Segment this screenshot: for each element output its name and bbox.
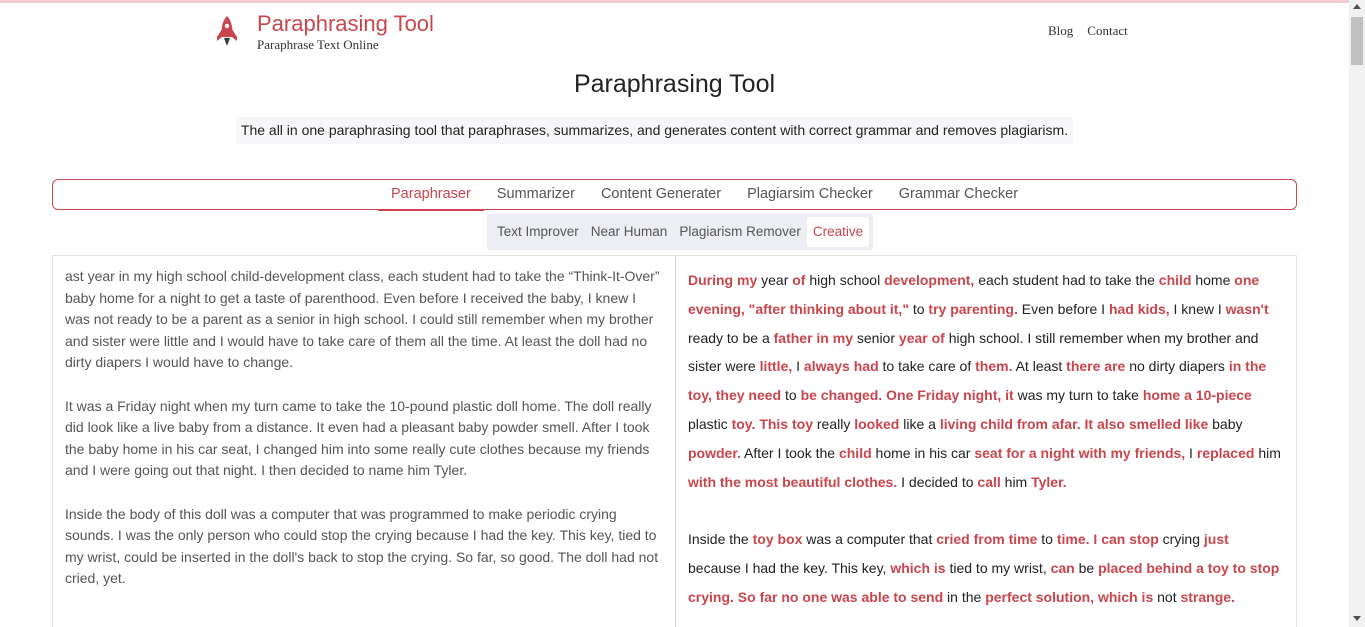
mode-tab-bar bbox=[487, 214, 873, 250]
brand-title[interactable]: Paraphrasing Tool bbox=[257, 11, 434, 36]
input-paragraph: It was a Friday night when my turn came to take the 10-pound plastic doll home. The doll really did look like a live baby from a distance. It even had a pleasant baby powder smell. After I took the baby home in his car seat, I changed him into some really cute clothes because my friends and I were going out that night. I then decided to name him Tyler. bbox=[65, 397, 652, 479]
changed-phrase[interactable]: cried from time bbox=[936, 531, 1038, 548]
nav-link-contact[interactable]: Contact bbox=[1087, 23, 1128, 38]
unchanged-text: plastic bbox=[688, 415, 732, 432]
changed-phrase[interactable]: child bbox=[1158, 272, 1192, 288]
unchanged-text: him bbox=[1000, 473, 1032, 490]
changed-phrase[interactable]: wasn't bbox=[1225, 300, 1269, 317]
unchanged-text: not bbox=[1153, 588, 1181, 605]
unchanged-text: really bbox=[813, 415, 855, 432]
unchanged-text: year bbox=[757, 272, 793, 288]
tab-plagiarism-checker[interactable]: Plagiarsim Checker bbox=[747, 186, 873, 202]
nav-link-blog[interactable]: Blog bbox=[1048, 23, 1074, 38]
unchanged-text: I knew I bbox=[1169, 300, 1226, 317]
unchanged-text: baby bbox=[1208, 415, 1243, 432]
changed-phrase[interactable]: replaced bbox=[1196, 444, 1255, 461]
unchanged-text: was a computer that bbox=[802, 531, 937, 548]
unchanged-text: was my turn to take bbox=[1013, 387, 1143, 404]
brand-logo[interactable] bbox=[214, 12, 434, 53]
changed-phrase[interactable]: toy box bbox=[752, 531, 803, 548]
changed-phrase[interactable]: father in my bbox=[773, 329, 853, 346]
output-text-area[interactable] bbox=[675, 255, 1297, 627]
changed-phrase[interactable]: seat for a night with my friends, bbox=[974, 444, 1186, 461]
changed-phrase[interactable]: development, bbox=[884, 272, 975, 288]
page-title: Paraphrasing Tool bbox=[573, 70, 776, 98]
changed-phrase[interactable]: living child from afar. It also smelled like bbox=[939, 415, 1209, 432]
changed-phrase[interactable]: strange. bbox=[1180, 588, 1235, 605]
unchanged-text: At least bbox=[1012, 358, 1067, 375]
unchanged-text: to bbox=[908, 300, 929, 317]
page-subtitle: The all in one paraphrasing tool that paraphrases, summarizes, and generates content with correct grammar and removes plagiarism. bbox=[236, 117, 1073, 144]
unchanged-text: to bbox=[1037, 531, 1057, 548]
unchanged-text: I bbox=[1185, 444, 1197, 461]
changed-phrase[interactable]: perfect solution, which is bbox=[985, 588, 1154, 605]
changed-phrase[interactable]: always had bbox=[803, 358, 879, 375]
unchanged-text: no dirty diapers bbox=[1125, 358, 1229, 375]
changed-phrase[interactable]: in the toy, they need bbox=[688, 358, 1267, 404]
changed-phrase[interactable]: try parenting. bbox=[928, 300, 1018, 317]
unchanged-text: senior bbox=[852, 329, 899, 346]
unchanged-text: home in his car bbox=[871, 444, 975, 461]
input-paragraph: ast year in my high school child-development class, each student had to take the “Think-It-Over” baby home for a night to get a taste of parenthood. Even before I received the baby, I knew I was not ready to be a parent as a senior in high school. I could still remember when my brother and sister were little and I would have to take care of them all the time. At least the doll had no dirty diapers I would have to change. bbox=[65, 268, 660, 371]
output-paragraph bbox=[688, 266, 1284, 496]
mode-creative[interactable]: Creative bbox=[807, 217, 869, 247]
tab-paraphraser[interactable]: Paraphraser bbox=[378, 180, 484, 211]
tab-content-generator[interactable]: Content Generater bbox=[600, 186, 722, 202]
unchanged-text: high school. I still remember when my brother and sister were bbox=[688, 329, 1259, 375]
rocket-icon bbox=[214, 15, 240, 49]
unchanged-text: high school bbox=[805, 272, 885, 288]
page-scrollbar[interactable] bbox=[1349, 0, 1365, 627]
mode-near-human[interactable]: Near Human bbox=[590, 224, 668, 239]
changed-phrase[interactable]: year of bbox=[898, 329, 945, 346]
changed-phrase[interactable]: During my bbox=[688, 272, 758, 288]
unchanged-text: to take care of bbox=[878, 358, 976, 375]
unchanged-text: in the bbox=[943, 588, 986, 605]
input-text-area[interactable] bbox=[52, 255, 676, 627]
input-paragraph: Inside the body of this doll was a computer that was programmed to make periodic crying sounds. I was the only person who could stop the crying because I had the key. This key, tied to my wrist, could be inserted in the doll's back to stop the crying. So far, so good. The doll had not cried, yet. bbox=[65, 505, 659, 587]
unchanged-text: like a bbox=[899, 415, 940, 432]
changed-phrase[interactable]: had kids, bbox=[1108, 300, 1170, 317]
tab-grammar-checker[interactable]: Grammar Checker bbox=[898, 186, 1019, 202]
tab-summarizer[interactable]: Summarizer bbox=[496, 186, 575, 202]
unchanged-text: tied to my wrist, bbox=[945, 559, 1051, 576]
changed-phrase[interactable]: powder. bbox=[688, 444, 741, 461]
changed-phrase[interactable]: of bbox=[792, 272, 806, 288]
changed-phrase[interactable]: toy. This toy bbox=[731, 415, 813, 432]
unchanged-text: him bbox=[1254, 444, 1281, 461]
changed-phrase[interactable]: call bbox=[977, 473, 1001, 490]
unchanged-text: ready to be a bbox=[688, 329, 774, 346]
unchanged-text: crying bbox=[1158, 531, 1204, 548]
changed-phrase[interactable]: with the most beautiful clothes. bbox=[688, 473, 898, 490]
output-paragraph bbox=[688, 525, 1284, 611]
changed-phrase[interactable]: there are bbox=[1066, 358, 1126, 375]
mode-plagiarism-remover[interactable]: Plagiarism Remover bbox=[679, 224, 801, 239]
changed-phrase[interactable]: one evening, "after thinking about it," bbox=[688, 272, 1260, 317]
changed-phrase[interactable]: which is bbox=[890, 559, 946, 576]
scroll-up-arrow-icon[interactable] bbox=[1353, 4, 1361, 9]
unchanged-text: I bbox=[792, 358, 804, 375]
scrollbar-thumb[interactable] bbox=[1351, 17, 1363, 65]
changed-phrase[interactable]: just bbox=[1203, 531, 1229, 548]
changed-phrase[interactable]: can bbox=[1050, 559, 1075, 576]
unchanged-text: Inside the bbox=[688, 531, 753, 548]
changed-phrase[interactable]: time. I can stop bbox=[1056, 531, 1159, 548]
unchanged-text: be bbox=[1074, 559, 1099, 576]
unchanged-text: because I had the key. This key, bbox=[688, 559, 891, 576]
mode-text-improver[interactable]: Text Improver bbox=[497, 224, 579, 239]
changed-phrase[interactable]: looked bbox=[854, 415, 900, 432]
scroll-down-arrow-icon[interactable] bbox=[1353, 616, 1361, 621]
top-nav bbox=[1048, 23, 1128, 39]
changed-phrase[interactable]: placed behind a toy to stop crying. So far no one was able to send bbox=[688, 559, 1280, 605]
unchanged-text: to bbox=[781, 387, 801, 404]
unchanged-text: each student had to take the bbox=[974, 272, 1159, 288]
changed-phrase[interactable]: be changed. One Friday night, it bbox=[800, 387, 1014, 404]
changed-phrase[interactable]: child bbox=[838, 444, 872, 461]
unchanged-text: After I took the bbox=[740, 444, 839, 461]
top-accent-border bbox=[0, 0, 1349, 3]
changed-phrase[interactable]: Tyler. bbox=[1031, 473, 1067, 490]
unchanged-text: Even before I bbox=[1017, 300, 1109, 317]
main-tab-bar bbox=[52, 179, 1297, 210]
brand-subtitle: Paraphrase Text Online bbox=[257, 37, 379, 52]
changed-phrase[interactable]: little, bbox=[759, 358, 793, 375]
changed-phrase[interactable]: home a 10-piece bbox=[1142, 387, 1252, 404]
unchanged-text: home bbox=[1191, 272, 1235, 288]
changed-phrase[interactable]: them. bbox=[975, 358, 1013, 375]
unchanged-text: I decided to bbox=[897, 473, 978, 490]
